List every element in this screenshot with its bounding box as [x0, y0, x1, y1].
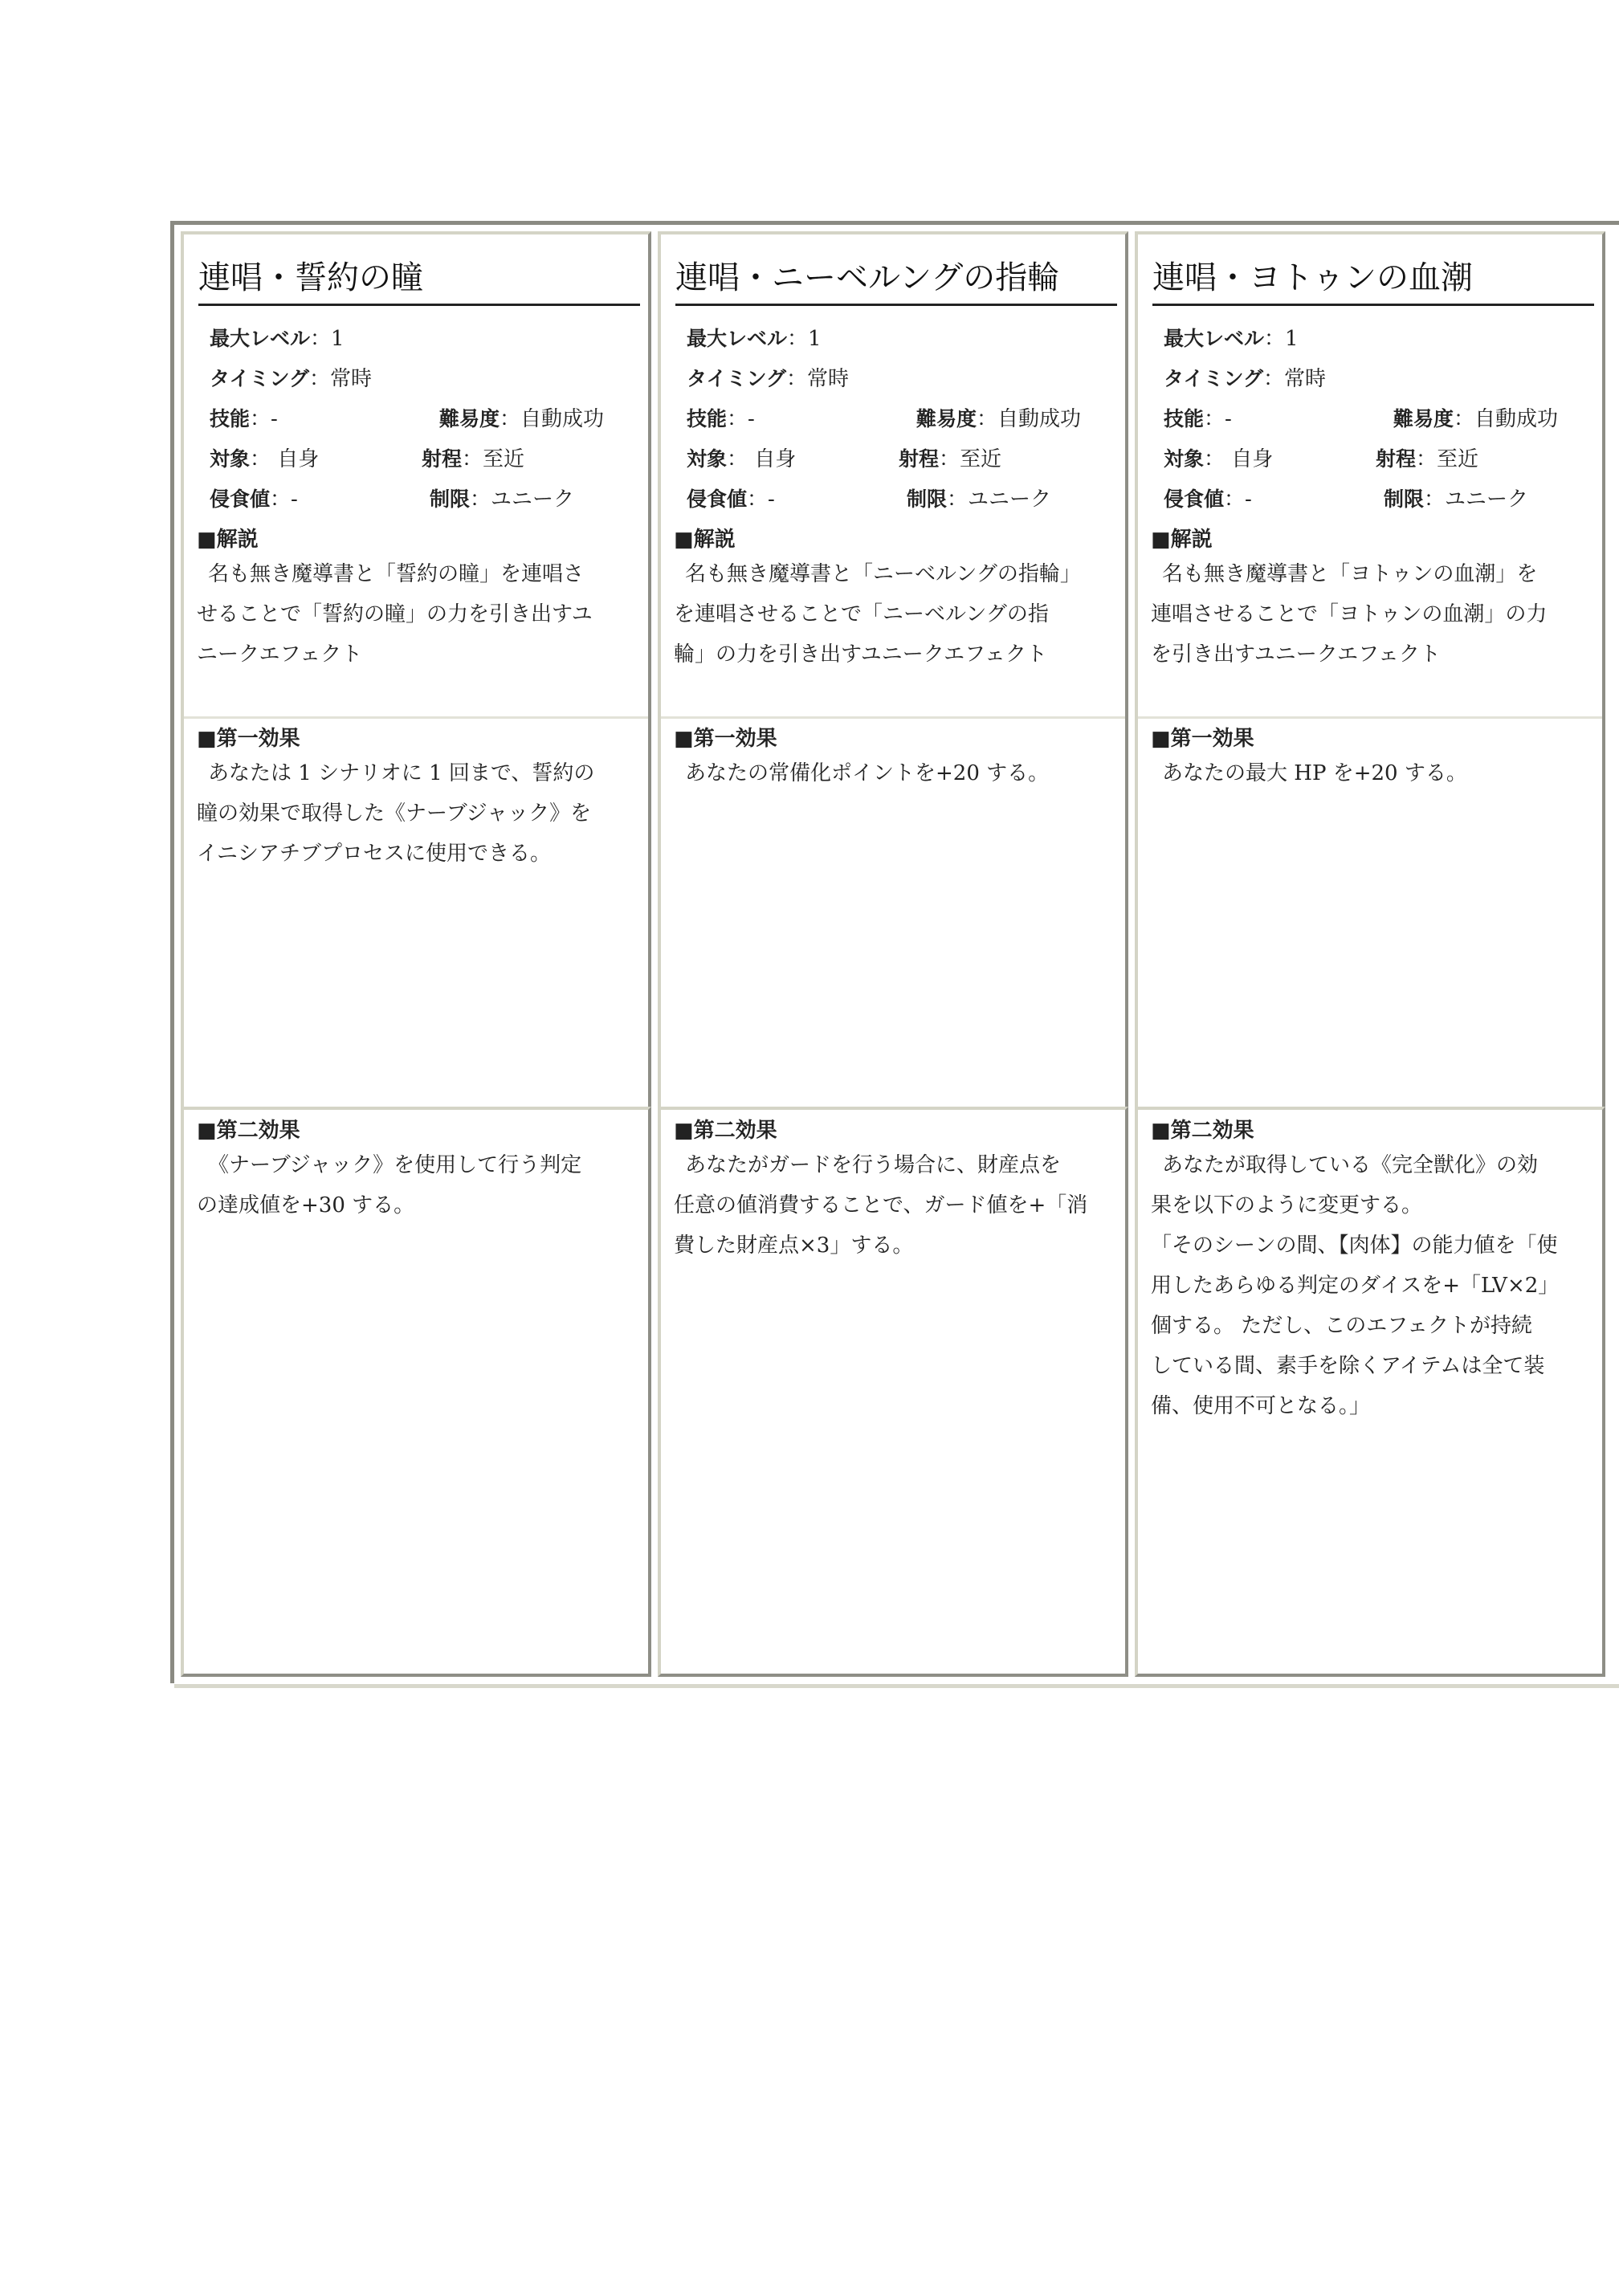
card-2-header-cell	[658, 231, 1128, 716]
explanation-heading: ■解説	[197, 528, 259, 552]
card-1-second-effect-cell	[181, 1107, 651, 1677]
card-title: 連唱・誓約の瞳	[198, 255, 640, 306]
card-2-second-effect-cell	[658, 1107, 1128, 1677]
card-3-first-effect-cell	[1135, 716, 1605, 1107]
first-effect-heading: ■第一効果	[674, 727, 777, 751]
stat-skill: 技能：-	[1164, 407, 1232, 431]
stat-skill: 技能：-	[210, 407, 278, 431]
stat-erosion: 侵食値：-	[210, 487, 298, 512]
second-effect-heading: ■第二効果	[674, 1119, 777, 1143]
stat-timing: タイミング：常時	[210, 367, 373, 391]
stat-target: 対象： 自身	[1164, 447, 1274, 471]
stat-range: 射程：至近	[899, 447, 1002, 471]
stat-restriction: 制限：ユニーク	[907, 487, 1052, 512]
stat-range: 射程：至近	[422, 447, 525, 471]
stat-restriction: 制限：ユニーク	[430, 487, 575, 512]
first-effect-text: あなたの最大 HP を+20 する。	[1162, 761, 1467, 785]
explanation-heading: ■解説	[674, 528, 736, 552]
stat-timing: タイミング：常時	[1164, 367, 1327, 391]
first-effect-text: あなたは 1 シナリオに 1 回まで、誓約の 瞳の効果で取得した《ナーブジャック》を イニシアチブプロセスに使用できる。	[197, 761, 595, 866]
stat-timing: タイミング：常時	[687, 367, 850, 391]
stat-max-level: 最大レベル：1	[210, 327, 345, 351]
first-effect-heading: ■第一効果	[197, 727, 300, 751]
card-1-header-cell	[181, 231, 651, 716]
stat-max-level: 最大レベル：1	[1164, 327, 1299, 351]
card-3-header-cell	[1135, 231, 1605, 716]
stat-target: 対象： 自身	[210, 447, 320, 471]
second-effect-heading: ■第二効果	[1151, 1119, 1254, 1143]
explanation-text: 名も無き魔導書と「ニーベルングの指輪」 を連唱させることで「ニーベルングの指 輪」の力を引き出すユニークエフェクト	[674, 562, 1081, 667]
card-1-first-effect-cell	[181, 716, 651, 1107]
stat-target: 対象： 自身	[687, 447, 797, 471]
explanation-text: 名も無き魔導書と「誓約の瞳」を連唱さ せることで「誓約の瞳」の力を引き出すユ ニークエフェクト	[197, 562, 593, 667]
card-title: 連唱・ヨトゥンの血潮	[1152, 255, 1594, 306]
stat-difficulty: 難易度：自動成功	[1393, 407, 1559, 431]
card-title: 連唱・ニーベルングの指輪	[675, 255, 1117, 306]
stat-max-level: 最大レベル：1	[687, 327, 822, 351]
card-3-second-effect-cell	[1135, 1107, 1605, 1677]
explanation-text: 名も無き魔導書と「ヨトゥンの血潮」を 連唱させることで「ヨトゥンの血潮」の力 を引き出すユニークエフェクト	[1151, 562, 1548, 667]
stat-difficulty: 難易度：自動成功	[439, 407, 605, 431]
second-effect-text: あなたが取得している《完全獣化》の効 果を以下のように変更する。 「そのシーンの間、【肉体】の能力値を「使 用したあらゆる判定のダイスを+「LV×2」 個する。 ただし、このエフェクトが持続 している間、素手を除くアイテムは全て装 備、使用不可となる。」	[1151, 1153, 1560, 1418]
second-effect-heading: ■第二効果	[197, 1119, 300, 1143]
effect-card-table	[170, 221, 1619, 1683]
stat-erosion: 侵食値：-	[687, 487, 775, 512]
stat-difficulty: 難易度：自動成功	[916, 407, 1082, 431]
explanation-heading: ■解説	[1151, 528, 1213, 552]
stat-restriction: 制限：ユニーク	[1384, 487, 1529, 512]
stat-erosion: 侵食値：-	[1164, 487, 1252, 512]
second-effect-text: あなたがガードを行う場合に、財産点を 任意の値消費することで、ガード値を+「消 費した財産点×3」する。	[674, 1153, 1088, 1258]
stat-skill: 技能：-	[687, 407, 755, 431]
first-effect-heading: ■第一効果	[1151, 727, 1254, 751]
second-effect-text: 《ナーブジャック》を使用して行う判定 の達成値を+30 する。	[197, 1153, 582, 1217]
card-2-first-effect-cell	[658, 716, 1128, 1107]
first-effect-text: あなたの常備化ポイントを+20 する。	[685, 761, 1050, 785]
stat-range: 射程：至近	[1376, 447, 1479, 471]
